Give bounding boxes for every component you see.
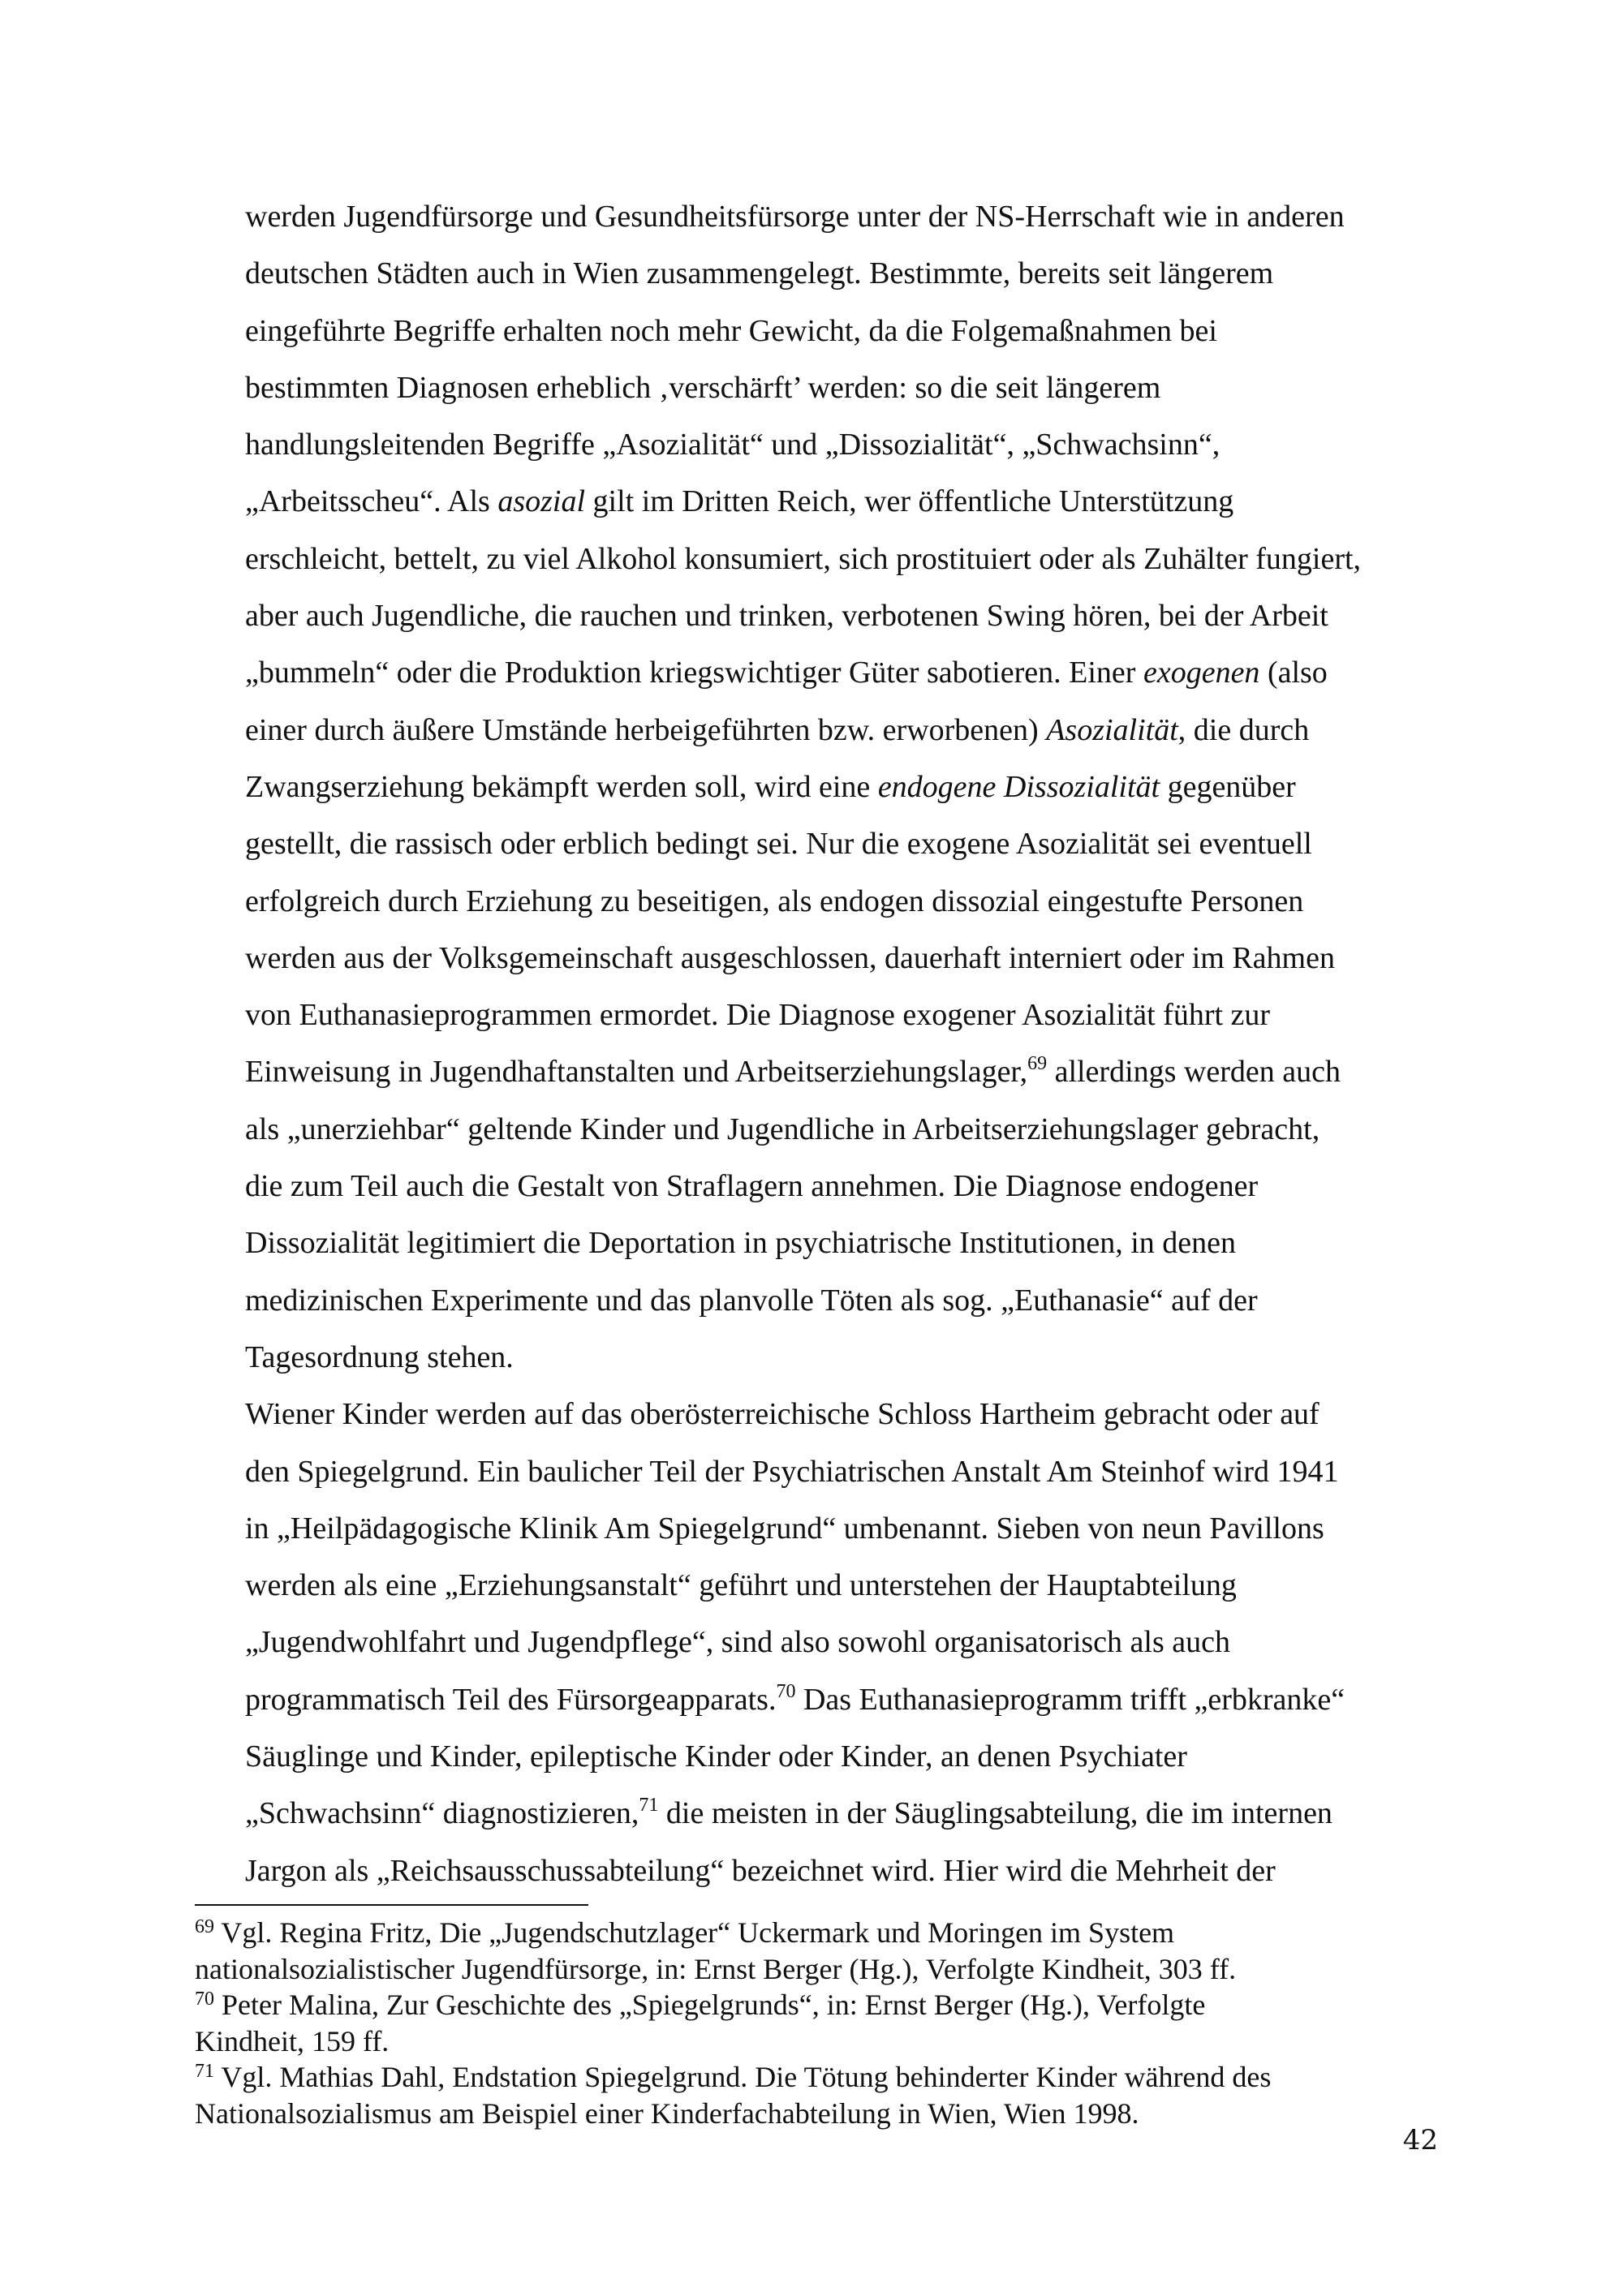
body-line: eingeführte Begriffe erhalten noch mehr Gewicht, da die Folgemaßnahmen bei bbox=[245, 313, 1217, 348]
footnote-line bbox=[195, 1951, 1461, 1988]
body-line: Wiener Kinder werden auf das oberösterreichische Schloss Hartheim gebracht oder auf bbox=[245, 1397, 1319, 1432]
text-run: (also bbox=[1259, 656, 1328, 690]
footnote-text: nationalsozialistischer Jugendfürsorge, in: Ernst Berger (Hg.), Verfolgte Kindheit, 303 ff. bbox=[195, 1952, 1237, 1985]
footnote-separator bbox=[195, 1904, 588, 1906]
footnote-ref: 70 bbox=[776, 1680, 796, 1702]
body-line: Säuglinge und Kinder, epileptische Kinder oder Kinder, an denen Psychiater bbox=[245, 1739, 1187, 1774]
text-run: gegenüber bbox=[1160, 769, 1296, 804]
body-line: in „Heilpädagogische Klinik Am Spiegelgrund“ umbenannt. Sieben von neun Pavillons bbox=[245, 1511, 1324, 1546]
body-line: von Euthanasieprogrammen ermordet. Die Diagnose exogener Asozialität führt zur bbox=[245, 998, 1271, 1033]
footnote-ref: 69 bbox=[1027, 1053, 1048, 1075]
text-run: „bummeln“ oder die Produktion kriegswichtiger Güter sabotieren. Einer bbox=[245, 656, 1143, 690]
footnote-line bbox=[195, 2023, 1461, 2060]
footnote-text: Kindheit, 159 ff. bbox=[195, 2024, 390, 2057]
body-line: werden aus der Volksgemeinschaft ausgeschlossen, dauerhaft interniert oder im Rahmen bbox=[245, 940, 1335, 975]
body-line: Tagesordnung stehen. bbox=[245, 1339, 514, 1374]
footnote-number: 69 bbox=[195, 1916, 214, 1937]
footnote-text: Peter Malina, Zur Geschichte des „Spiegelgrunds“, in: Ernst Berger (Hg.), Verfolgte bbox=[214, 1989, 1206, 2021]
body-line: erfolgreich durch Erziehung zu beseitigen, als endogen dissozial eingestufte Personen bbox=[245, 884, 1304, 918]
footnote-line bbox=[195, 1915, 1461, 1951]
body-line: deutschen Städten auch in Wien zusammengelegt. Bestimmte, bereits seit längerem bbox=[245, 256, 1274, 291]
body-line: „Jugendwohlfahrt und Jugendpflege“, sind also sowohl organisatorisch als auch bbox=[245, 1625, 1230, 1660]
body-line bbox=[245, 759, 1446, 815]
body-line bbox=[245, 644, 1446, 701]
text-run: Einweisung in Jugendhaftanstalten und Arbeitserziehungslager, bbox=[245, 1055, 1028, 1090]
footnotes bbox=[195, 1915, 1461, 2131]
text-run: Zwangserziehung bekämpft werden soll, wird eine bbox=[245, 769, 878, 804]
body-line: aber auch Jugendliche, die rauchen und trinken, verbotenen Swing hören, bei der Arbeit bbox=[245, 599, 1328, 634]
text-run: allerdings werden auch bbox=[1047, 1055, 1341, 1090]
body-text bbox=[245, 188, 1446, 1899]
text-run: Das Euthanasieprogramm trifft „erbkranke“ bbox=[795, 1682, 1345, 1717]
emphasized-term: endogene Dissozialität bbox=[877, 769, 1160, 804]
body-line: den Spiegelgrund. Ein baulicher Teil der Psychiatrischen Anstalt Am Steinhof wird 1941 bbox=[245, 1454, 1339, 1489]
footnote-number: 71 bbox=[195, 2061, 214, 2082]
footnote-ref: 71 bbox=[639, 1795, 659, 1817]
body-line bbox=[245, 473, 1446, 530]
footnote-line bbox=[195, 2096, 1461, 2132]
body-line: die zum Teil auch die Gestalt von Straflagern annehmen. Die Diagnose endogener bbox=[245, 1169, 1259, 1204]
body-line: werden als eine „Erziehungsanstalt“ geführt und unterstehen der Hauptabteilung bbox=[245, 1568, 1237, 1603]
body-line: Jargon als „Reichsausschussabteilung“ bezeichnet wird. Hier wird die Mehrheit der bbox=[245, 1853, 1276, 1888]
text-run: „Schwachsinn“ diagnostizieren, bbox=[245, 1796, 639, 1831]
body-line: gestellt, die rassisch oder erblich bedingt sei. Nur die exogene Asozialität sei eventuell bbox=[245, 827, 1312, 862]
body-line bbox=[245, 1671, 1446, 1728]
footnote-text: Nationalsozialismus am Beispiel einer Kinderfachabteilung in Wien, Wien 1998. bbox=[195, 2096, 1139, 2130]
body-line: handlungsleitenden Begriffe „Asozialität“ und „Dissozialität“, „Schwachsinn“, bbox=[245, 428, 1220, 462]
body-line: werden Jugendfürsorge und Gesundheitsfürsorge unter der NS-Herrschaft wie in anderen bbox=[245, 200, 1345, 234]
emphasized-term: exogenen bbox=[1143, 656, 1260, 690]
body-line bbox=[245, 1043, 1446, 1100]
footnote-text: Vgl. Mathias Dahl, Endstation Spiegelgrund. Die Tötung behinderter Kinder während des bbox=[214, 2061, 1272, 2093]
emphasized-term: Asozialität bbox=[1046, 712, 1178, 747]
body-line: medizinischen Experimente und das planvolle Töten als sog. „Euthanasie“ auf der bbox=[245, 1283, 1258, 1318]
text-run: gilt im Dritten Reich, wer öffentliche Unterstützung bbox=[585, 484, 1234, 519]
page-number: 42 bbox=[1402, 2124, 1438, 2156]
footnote-line bbox=[195, 1987, 1461, 2023]
text-run: , die durch bbox=[1177, 712, 1310, 747]
body-line bbox=[245, 1785, 1446, 1842]
text-run: einer durch äußere Umstände herbeigeführten bzw. erworbenen) bbox=[245, 712, 1047, 747]
footnote-line bbox=[195, 2059, 1461, 2096]
body-line bbox=[245, 702, 1446, 759]
footnote-text: Vgl. Regina Fritz, Die „Jugendschutzlager“ Uckermark und Moringen im System bbox=[214, 1916, 1175, 1949]
body-line: erschleicht, bettelt, zu viel Alkohol konsumiert, sich prostituiert oder als Zuhälter fungiert, bbox=[245, 541, 1362, 576]
footnote-number: 70 bbox=[195, 1989, 214, 2010]
text-run: programmatisch Teil des Fürsorgeapparats. bbox=[245, 1682, 777, 1717]
body-line: als „unerziehbar“ geltende Kinder und Jugendliche in Arbeitserziehungslager gebracht, bbox=[245, 1111, 1320, 1146]
text-run: „Arbeitsscheu“. Als bbox=[245, 484, 498, 519]
emphasized-term: asozial bbox=[497, 484, 586, 519]
body-line: bestimmten Diagnosen erheblich ‚verschärft’ werden: so die seit längerem bbox=[245, 370, 1161, 405]
body-line: Dissozialität legitimiert die Deportation in psychiatrische Institutionen, in denen bbox=[245, 1226, 1236, 1261]
text-run: die meisten in der Säuglingsabteilung, die im internen bbox=[658, 1796, 1332, 1831]
